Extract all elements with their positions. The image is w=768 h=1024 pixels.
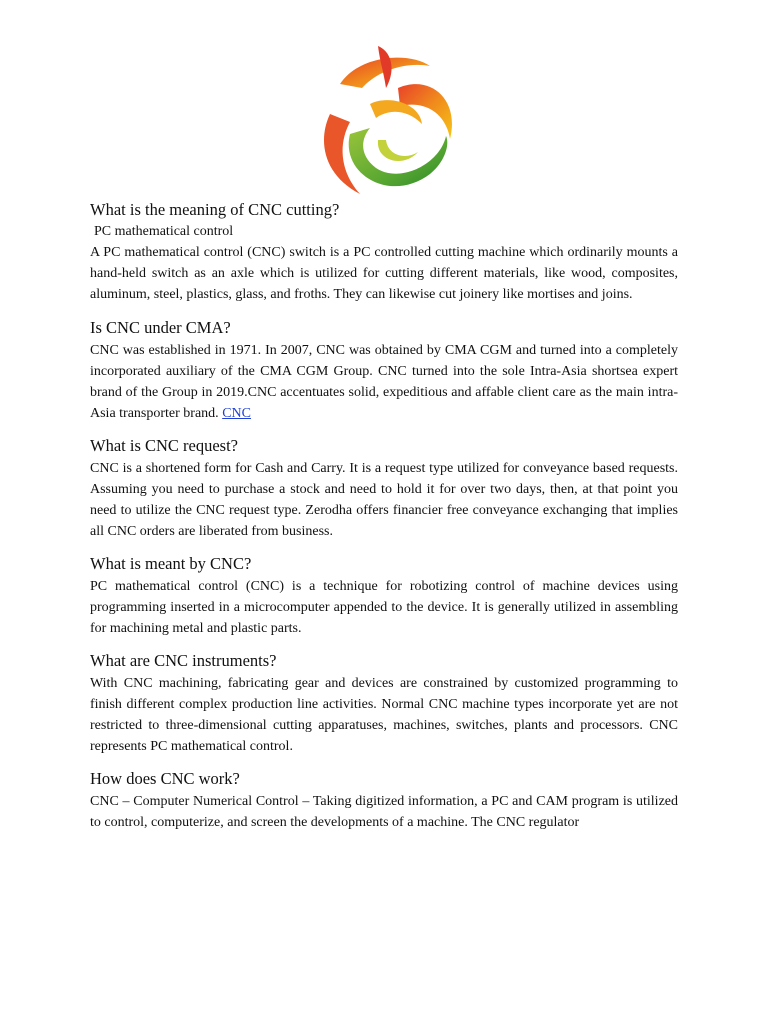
section-heading: How does CNC work? (90, 769, 240, 788)
cnc-link[interactable]: CNC (222, 406, 251, 421)
section-cnc-cutting (90, 200, 678, 305)
section-paragraph: PC mathematical control (CNC) is a technique for robotizing control of machine devices using programming inserted in a microcomputer appended to the device. It is generally utilized in assembling for machining metal and plastic parts. (90, 579, 678, 636)
section-paragraph: A PC mathematical control (CNC) switch is a PC controlled cutting machine which ordinarily mounts a hand-held switch as an axle which is utilized for cutting different materials, like wood, composites, aluminum, steel, plastics, glass, and froths. They can likewise cut joinery like mortises and joins. (90, 245, 678, 302)
section-meaning-cnc (90, 554, 678, 639)
document-body (90, 200, 678, 845)
section-paragraph (90, 340, 678, 424)
section-paragraph: CNC is a shortened form for Cash and Carry. It is a request type utilized for conveyance based requests. Assuming you need to purchase a stock and need to hold it for over two days, then, at that point you need to utilize the CNC request type. Zerodha offers financier free conveyance exchanging that implies all CNC orders are liberated from business. (90, 461, 678, 539)
section-heading: Is CNC under CMA? (90, 318, 231, 337)
section-cnc-instruments (90, 651, 678, 757)
section-paragraph: CNC – Computer Numerical Control – Taking digitized information, a PC and CAM program is utilized to control, computerize, and screen the developments of a machine. The CNC regulator (90, 794, 678, 830)
section-heading: What are CNC instruments? (90, 651, 277, 670)
section-cnc-work (90, 769, 678, 833)
section-heading: What is CNC request? (90, 436, 239, 455)
section-heading: What is the meaning of CNC cutting? (90, 200, 340, 219)
section-cnc-under-cma (90, 318, 678, 424)
section-subheading: PC mathematical control (94, 224, 234, 239)
logo-icon (300, 44, 470, 204)
section-cnc-request (90, 436, 678, 542)
section-paragraph-text: CNC was established in 1971. In 2007, CNC was obtained by CMA CGM and turned into a completely incorporated auxiliary of the CMA CGM Group. CNC turned into the sole Intra-Asia shortsea expert brand of the Group in 2019.CNC accentuates solid, expeditious and affable client care as the main intra-Asia transporter brand. (90, 343, 678, 421)
section-heading: What is meant by CNC? (90, 554, 252, 573)
section-paragraph: With CNC machining, fabricating gear and devices are constrained by customized programming to finish different complex production line activities. Normal CNC machine types incorporate yet are not restricted to three-dimensional cutting apparatuses, machines, switches, plants and processors. CNC represents PC mathematical control. (90, 676, 678, 754)
